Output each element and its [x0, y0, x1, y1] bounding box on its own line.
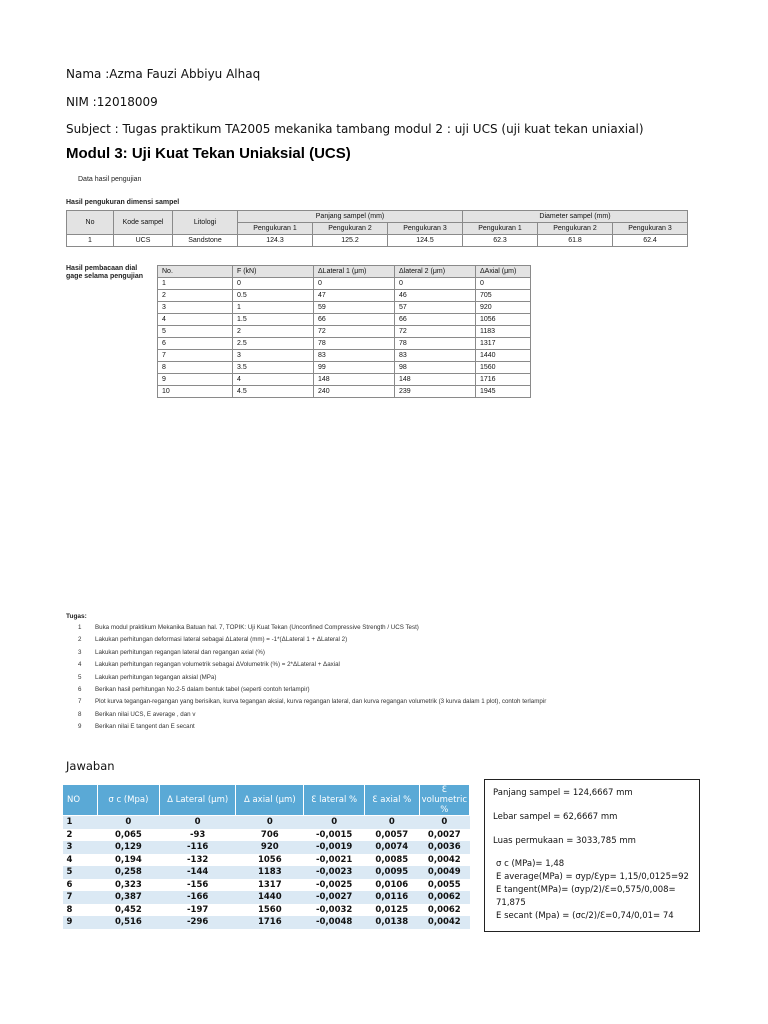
table-row	[158, 338, 531, 350]
task-item	[78, 661, 340, 668]
table-cell: 1440	[236, 891, 304, 904]
e-secant: E secant (Mpa) = (σc/2)/Ɛ=0,74/0,01= 74	[496, 911, 674, 921]
table-cell: 1183	[236, 866, 304, 879]
table-cell: -156	[160, 879, 236, 892]
task-text: Lakukan perhitungan regangan volumetrik sebagai ΔVolumetrik (%) = 2*ΔLateral + Δaxial	[95, 661, 340, 669]
dim-subheader: Pengukuran 2	[313, 223, 388, 235]
table-cell: 0,0049	[419, 866, 469, 879]
dimension-table	[66, 210, 688, 247]
table-cell: 5	[63, 866, 98, 879]
table-cell: 2	[63, 829, 98, 842]
result-header: Δ axial (μm)	[236, 785, 304, 816]
table-cell: 5	[158, 326, 233, 338]
task-text: Lakukan perhitungan deformasi lateral sebagai ΔLateral (mm) = -1*(ΔLateral 1 + ΔLateral 2)	[95, 636, 348, 644]
result-header: NO	[63, 785, 98, 816]
table-row	[63, 891, 470, 904]
table-cell: 0	[233, 278, 314, 290]
table-cell: -0,0023	[304, 866, 365, 879]
table-cell: 83	[395, 350, 476, 362]
table-cell: -0,0027	[304, 891, 365, 904]
table-cell: 3	[63, 841, 98, 854]
result-header: Ɛ volumetric %	[419, 785, 469, 816]
table-cell: 4	[233, 374, 314, 386]
table-cell: 0,387	[97, 891, 159, 904]
dim-subheader: Pengukuran 3	[613, 223, 688, 235]
task-number: 9	[78, 723, 82, 731]
dim-header-litologi: Litologi	[173, 211, 238, 235]
table-cell: 0	[476, 278, 531, 290]
table-cell: 1	[158, 278, 233, 290]
table-cell: -93	[160, 829, 236, 842]
table-cell: 99	[314, 362, 395, 374]
table-row	[158, 302, 531, 314]
module-title: Modul 3: Uji Kuat Tekan Uniaksial (UCS)	[66, 145, 351, 162]
table-cell: 0,0042	[419, 916, 469, 929]
task-number: 5	[78, 673, 82, 681]
table-cell: 0	[160, 816, 236, 829]
table-cell: 1056	[476, 314, 531, 326]
table-cell: 0,0036	[419, 841, 469, 854]
table-cell: 1317	[236, 879, 304, 892]
task-number: 7	[78, 698, 82, 706]
dim-header-kode: Kode sampel	[114, 211, 173, 235]
table-cell: 72	[395, 326, 476, 338]
table-cell: -0,0019	[304, 841, 365, 854]
table-row	[63, 816, 470, 829]
dial-header: F (kN)	[233, 266, 314, 278]
table-cell: 8	[158, 362, 233, 374]
task-number: 8	[78, 710, 82, 718]
dial-header: ΔLateral 1 (μm)	[314, 266, 395, 278]
table-cell: -166	[160, 891, 236, 904]
task-text: Buka modul praktikum Mekanika Batuan hal. 7, TOPIK: Uji Kuat Tekan (Unconfined Compressive Strength / UCS Test)	[95, 624, 419, 631]
table-cell: 0,0138	[364, 916, 419, 929]
table-cell: 4	[158, 314, 233, 326]
table-cell: 125.2	[313, 235, 388, 247]
task-item	[78, 674, 216, 681]
table-cell: 1560	[236, 904, 304, 917]
table-cell: 72	[314, 326, 395, 338]
table-cell: 83	[314, 350, 395, 362]
table-cell: 0	[314, 278, 395, 290]
table-cell: 148	[395, 374, 476, 386]
result-header: σ c (Mpa)	[97, 785, 159, 816]
lebar-sampel: Lebar sampel = 62,6667 mm	[493, 812, 618, 822]
task-text: Berikan nilai UCS, E average , dan v	[95, 710, 196, 718]
jawaban-label: Jawaban	[66, 759, 115, 773]
dim-header-diameter: Diameter sampel (mm)	[463, 211, 688, 223]
panjang-sampel: Panjang sampel = 124,6667 mm	[493, 788, 633, 798]
table-cell: 0.5	[233, 290, 314, 302]
table-cell: 98	[395, 362, 476, 374]
table-cell: 0,0074	[364, 841, 419, 854]
table-cell: 148	[314, 374, 395, 386]
table-cell: 1	[233, 302, 314, 314]
task-item	[78, 711, 195, 718]
table-cell: 1056	[236, 854, 304, 867]
table-cell: 706	[236, 829, 304, 842]
subject-line: Subject : Tugas praktikum TA2005 mekanika tambang modul 2 : uji UCS (uji kuat tekan uniaxial)	[66, 122, 644, 136]
table-row	[158, 290, 531, 302]
table-cell: 0,452	[97, 904, 159, 917]
task-item	[78, 649, 265, 656]
student-nim: NIM :12018009	[66, 95, 158, 109]
table-cell: -0,0048	[304, 916, 365, 929]
task-number: 3	[78, 648, 82, 656]
table-cell: 920	[236, 841, 304, 854]
table-cell: 0,0116	[364, 891, 419, 904]
table-cell: 0,0042	[419, 854, 469, 867]
table-row	[158, 314, 531, 326]
table-cell: Sandstone	[173, 235, 238, 247]
table-cell: 4.5	[233, 386, 314, 398]
dial-table	[157, 265, 531, 398]
table-cell: 124.5	[388, 235, 463, 247]
e-tangent: E tangent(MPa)= (σyp/2)/Ɛ=0,575/0,008=	[496, 885, 676, 895]
table-cell: 7	[63, 891, 98, 904]
task-text: Lakukan perhitungan tegangan aksial (MPa)	[95, 673, 217, 681]
table-cell: 1183	[476, 326, 531, 338]
task-item	[78, 636, 347, 643]
table-cell: -0,0021	[304, 854, 365, 867]
dial-header: No.	[158, 266, 233, 278]
table-cell: 57	[395, 302, 476, 314]
task-number: 4	[78, 661, 82, 669]
table-cell: 1	[67, 235, 114, 247]
result-header: Ɛ axial %	[364, 785, 419, 816]
table-cell: 9	[158, 374, 233, 386]
table-cell: -0,0032	[304, 904, 365, 917]
table-row	[63, 866, 470, 879]
table-cell: 239	[395, 386, 476, 398]
table-cell: 59	[314, 302, 395, 314]
table-row	[63, 829, 470, 842]
table-cell: 1.5	[233, 314, 314, 326]
table-cell: 0,0095	[364, 866, 419, 879]
table-row	[158, 362, 531, 374]
table-cell: 1	[63, 816, 98, 829]
table-cell: 0,516	[97, 916, 159, 929]
table-cell: 1945	[476, 386, 531, 398]
tugas-label: Tugas:	[66, 613, 87, 620]
table-cell: 1440	[476, 350, 531, 362]
table-cell: 920	[476, 302, 531, 314]
task-number: 2	[78, 636, 82, 644]
dial-header: Δlateral 2 (μm)	[395, 266, 476, 278]
table-cell: 2.5	[233, 338, 314, 350]
table-cell: 47	[314, 290, 395, 302]
table-cell: 7	[158, 350, 233, 362]
table-cell: 0,0085	[364, 854, 419, 867]
result-header: Δ Lateral (μm)	[160, 785, 236, 816]
table-cell: 0	[419, 816, 469, 829]
table-cell: 2	[158, 290, 233, 302]
task-number: 6	[78, 686, 82, 693]
table-cell: UCS	[114, 235, 173, 247]
table-cell: 705	[476, 290, 531, 302]
table-cell: -116	[160, 841, 236, 854]
table-cell: 6	[158, 338, 233, 350]
table-cell: 6	[63, 879, 98, 892]
e-average: E average(MPa) = σyp/Ɛyp= 1,15/0,0125=92	[496, 872, 689, 882]
table-row	[158, 374, 531, 386]
table-cell: 9	[63, 916, 98, 929]
table-cell: 3.5	[233, 362, 314, 374]
table-cell: 66	[314, 314, 395, 326]
table-cell: 0,0055	[419, 879, 469, 892]
table-cell: 62.4	[613, 235, 688, 247]
table-cell: 0,0062	[419, 891, 469, 904]
result-table	[62, 784, 470, 929]
table-cell: 0,258	[97, 866, 159, 879]
dim-subheader: Pengukuran 1	[463, 223, 538, 235]
dial-header: ΔAxial (μm)	[476, 266, 531, 278]
table-cell: 240	[314, 386, 395, 398]
table-row	[63, 879, 470, 892]
table-cell: -296	[160, 916, 236, 929]
table-cell: -132	[160, 854, 236, 867]
table-row	[63, 854, 470, 867]
ucs-value: σ c (MPa)= 1,48	[496, 859, 565, 869]
dim-header-no: No	[67, 211, 114, 235]
table-cell: 0	[304, 816, 365, 829]
table-cell: 61.8	[538, 235, 613, 247]
table-cell: 62.3	[463, 235, 538, 247]
table-cell: 1560	[476, 362, 531, 374]
table-cell: 1317	[476, 338, 531, 350]
table-cell: -0,0025	[304, 879, 365, 892]
table-cell: 66	[395, 314, 476, 326]
table-cell: 46	[395, 290, 476, 302]
dimension-label: Hasil pengukuran dimensi sampel	[66, 199, 180, 206]
table-cell: 3	[233, 350, 314, 362]
e-tangent-value: 71,875	[496, 898, 526, 908]
dim-header-panjang: Panjang sampel (mm)	[238, 211, 463, 223]
table-cell: 0,323	[97, 879, 159, 892]
luas-permukaan: Luas permukaan = 3033,785 mm	[493, 836, 636, 846]
task-text: Lakukan perhitungan regangan lateral dan regangan axial (%)	[95, 648, 265, 656]
task-item	[78, 723, 195, 730]
table-cell: 0,0057	[364, 829, 419, 842]
table-cell: 78	[395, 338, 476, 350]
table-cell: 0,0106	[364, 879, 419, 892]
table-cell: -0,0015	[304, 829, 365, 842]
table-cell: 0	[395, 278, 476, 290]
table-cell: 0	[236, 816, 304, 829]
dial-label: Hasil pembacaan dial gage selama pengujian	[66, 265, 144, 280]
task-number: 1	[78, 624, 82, 631]
table-cell: 0,065	[97, 829, 159, 842]
student-name: Nama :Azma Fauzi Abbiyu Alhaq	[66, 67, 261, 81]
table-cell: 10	[158, 386, 233, 398]
table-cell: -197	[160, 904, 236, 917]
task-text: Plot kurva tegangan-regangan yang berisikan, kurva tegangan aksial, kurva regangan lateral, dan kurva regangan volumetrik (3 kurva dalam 1 plot), contoh terlampir	[95, 698, 547, 706]
table-cell: 2	[233, 326, 314, 338]
table-cell: 4	[63, 854, 98, 867]
result-header: Ɛ lateral %	[304, 785, 365, 816]
table-row	[67, 235, 688, 247]
table-cell: 1716	[236, 916, 304, 929]
results-box	[484, 779, 700, 932]
table-cell: 8	[63, 904, 98, 917]
table-cell: -144	[160, 866, 236, 879]
table-cell: 78	[314, 338, 395, 350]
task-text: Berikan nilai E tangent dan E secant	[95, 723, 195, 731]
table-cell: 0,194	[97, 854, 159, 867]
table-cell: 0,0125	[364, 904, 419, 917]
dim-subheader: Pengukuran 1	[238, 223, 313, 235]
task-item	[78, 686, 310, 693]
table-row	[63, 841, 470, 854]
data-label: Data hasil pengujian	[78, 176, 142, 183]
task-item	[78, 624, 419, 631]
table-cell: 0,129	[97, 841, 159, 854]
table-row	[158, 350, 531, 362]
table-cell: 0,0062	[419, 904, 469, 917]
table-row	[63, 904, 470, 917]
table-cell: 3	[158, 302, 233, 314]
table-cell: 124.3	[238, 235, 313, 247]
table-cell: 0,0027	[419, 829, 469, 842]
dim-subheader: Pengukuran 2	[538, 223, 613, 235]
task-text: Berikan hasil perhitungan No.2-5 dalam bentuk tabel (seperti contoh terlampir)	[95, 686, 310, 693]
table-cell: 0	[97, 816, 159, 829]
table-row	[158, 278, 531, 290]
task-item	[78, 698, 546, 705]
table-row	[158, 326, 531, 338]
table-row	[63, 916, 470, 929]
table-row	[158, 386, 531, 398]
table-cell: 1716	[476, 374, 531, 386]
dim-subheader: Pengukuran 3	[388, 223, 463, 235]
table-cell: 0	[364, 816, 419, 829]
